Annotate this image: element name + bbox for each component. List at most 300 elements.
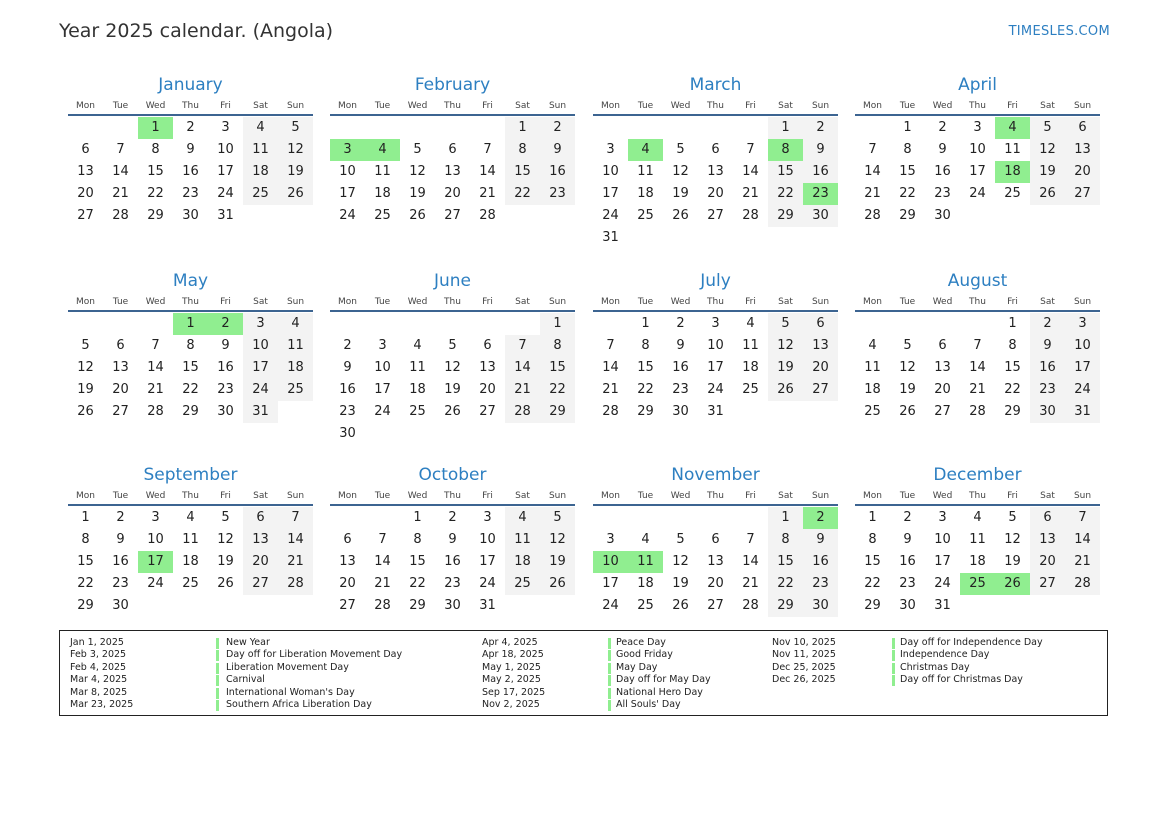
day-cell: 18 [278, 357, 313, 379]
day-cell: 1 [1008, 316, 1017, 331]
weekday-label: Mon [338, 297, 357, 307]
weekday-label: Mon [76, 297, 95, 307]
month-name: May [172, 271, 209, 291]
day-cell: 18 [505, 551, 540, 573]
day-cell: 13 [112, 360, 129, 375]
day-cell: 16 [112, 554, 129, 569]
day-cell: 22 [637, 382, 654, 397]
weekday-label: Mon [76, 491, 95, 501]
holiday-day-cell: 17 [138, 551, 173, 573]
weekday-label: Sat [253, 491, 268, 501]
holiday-name: Day off for May Day [616, 674, 711, 686]
day-grid [330, 507, 575, 617]
day-cell: 21 [864, 186, 881, 201]
empty-cell [698, 117, 733, 139]
day-cell: 8 [413, 532, 422, 547]
weekday-label: Wed [932, 101, 953, 111]
day-cell: 17 [374, 382, 391, 397]
day-cell: 5 [540, 507, 575, 529]
day-cell: 6 [1030, 507, 1065, 529]
day-cell: 8 [641, 338, 650, 353]
holiday-name: Liberation Movement Day [226, 661, 349, 673]
holiday-marker [608, 650, 611, 661]
day-cell: 21 [969, 382, 986, 397]
day-cell: 23 [1030, 379, 1065, 401]
day-cell: 20 [707, 186, 724, 201]
site-link[interactable]: TIMESLES.COM [1008, 24, 1110, 39]
day-cell: 5 [448, 338, 457, 353]
day-cell: 2 [938, 120, 947, 135]
day-cell: 6 [448, 142, 457, 157]
holiday-marker [608, 675, 611, 686]
weekday-header [68, 98, 313, 116]
day-cell: 4 [243, 117, 278, 139]
empty-cell [435, 313, 470, 335]
day-cell: 14 [602, 360, 619, 375]
weekday-label: Tue [112, 491, 129, 501]
day-cell: 13 [444, 164, 461, 179]
weekday-label: Fri [745, 491, 756, 501]
month-july [593, 270, 838, 423]
day-cell: 27 [707, 208, 724, 223]
month-september [68, 464, 313, 617]
day-cell: 19 [1004, 554, 1021, 569]
weekday-label: Sun [548, 101, 567, 111]
holiday-day-cell: 10 [593, 551, 628, 573]
weekday-label: Tue [112, 101, 129, 111]
day-cell: 20 [112, 382, 129, 397]
day-cell: 13 [77, 164, 94, 179]
empty-cell [890, 313, 925, 335]
day-cell: 23 [339, 404, 356, 419]
empty-cell [68, 313, 103, 335]
day-cell: 3 [606, 142, 615, 157]
day-cell: 12 [444, 360, 461, 375]
day-cell: 28 [374, 598, 391, 613]
empty-cell [733, 507, 768, 529]
day-cell: 11 [969, 532, 986, 547]
day-cell: 10 [374, 360, 391, 375]
weekday-label: Mon [601, 491, 620, 501]
day-cell: 7 [606, 338, 615, 353]
holiday-marker [216, 663, 219, 674]
day-cell: 17 [934, 554, 951, 569]
day-cell: 19 [540, 551, 575, 573]
weekday-label: Sun [286, 491, 305, 501]
weekday-label: Wed [932, 297, 953, 307]
day-cell: 25 [182, 576, 199, 591]
day-cell: 12 [768, 335, 803, 357]
day-cell: 7 [868, 142, 877, 157]
day-cell: 29 [768, 595, 803, 617]
day-cell: 28 [479, 208, 496, 223]
day-cell: 26 [672, 208, 689, 223]
weekday-label: Thu [444, 101, 461, 111]
day-cell: 31 [1065, 401, 1100, 423]
day-cell: 24 [479, 576, 496, 591]
holiday-name: Independence Day [900, 649, 990, 661]
weekday-label: Sun [811, 491, 830, 501]
weekday-label: Fri [745, 297, 756, 307]
weekday-label: Tue [637, 491, 654, 501]
day-cell: 4 [413, 338, 422, 353]
day-cell: 4 [868, 338, 877, 353]
day-cell: 12 [1030, 139, 1065, 161]
weekday-label: Fri [220, 297, 231, 307]
day-cell: 13 [1065, 139, 1100, 161]
month-name: August [947, 271, 1008, 291]
weekday-label: Sat [1040, 101, 1055, 111]
day-cell: 12 [1004, 532, 1021, 547]
day-cell: 9 [448, 532, 457, 547]
day-cell: 30 [672, 404, 689, 419]
day-cell: 21 [479, 186, 496, 201]
day-cell: 14 [505, 357, 540, 379]
day-cell: 22 [899, 186, 916, 201]
day-cell: 27 [1030, 573, 1065, 595]
day-cell: 2 [116, 510, 125, 525]
weekday-label: Tue [899, 297, 916, 307]
day-cell: 22 [768, 183, 803, 205]
day-cell: 13 [479, 360, 496, 375]
day-cell: 4 [973, 510, 982, 525]
weekday-header [330, 98, 575, 116]
holiday-entry [482, 687, 846, 699]
day-cell: 10 [217, 142, 234, 157]
day-cell: 15 [637, 360, 654, 375]
day-cell: 26 [899, 404, 916, 419]
day-cell: 26 [278, 183, 313, 205]
day-cell: 2 [186, 120, 195, 135]
weekday-label: Mon [338, 491, 357, 501]
day-grid [593, 313, 838, 423]
holiday-marker [216, 688, 219, 699]
day-cell: 1 [540, 313, 575, 335]
weekday-label: Thu [969, 491, 986, 501]
day-cell: 1 [81, 510, 90, 525]
day-cell: 19 [444, 382, 461, 397]
day-cell: 17 [969, 164, 986, 179]
weekday-label: Sun [811, 101, 830, 111]
empty-cell [593, 117, 628, 139]
day-cell: 20 [479, 382, 496, 397]
empty-cell [68, 117, 103, 139]
empty-cell [365, 117, 400, 139]
month-june [330, 270, 575, 445]
day-cell: 2 [540, 117, 575, 139]
day-cell: 20 [1030, 551, 1065, 573]
holiday-marker [892, 663, 895, 674]
weekday-label: Sat [778, 101, 793, 111]
holiday-name: Day off for Christmas Day [900, 674, 1023, 686]
day-cell: 23 [803, 573, 838, 595]
day-cell: 30 [182, 208, 199, 223]
day-cell: 27 [112, 404, 129, 419]
day-cell: 9 [116, 532, 125, 547]
holiday-entry [772, 649, 1130, 661]
empty-cell [733, 117, 768, 139]
day-cell: 20 [1065, 161, 1100, 183]
day-cell: 23 [217, 382, 234, 397]
weekday-header [68, 488, 313, 506]
day-cell: 14 [969, 360, 986, 375]
day-cell: 11 [374, 164, 391, 179]
day-cell: 14 [742, 554, 759, 569]
weekday-label: Tue [374, 101, 391, 111]
day-cell: 30 [339, 426, 356, 441]
day-cell: 16 [444, 554, 461, 569]
day-cell: 30 [1030, 401, 1065, 423]
day-cell: 19 [278, 161, 313, 183]
day-cell: 26 [217, 576, 234, 591]
day-cell: 16 [934, 164, 951, 179]
holiday-day-cell: 25 [960, 573, 995, 595]
day-cell: 5 [1030, 117, 1065, 139]
weekday-label: Tue [637, 297, 654, 307]
day-cell: 29 [77, 598, 94, 613]
day-cell: 3 [1065, 313, 1100, 335]
holiday-date: Apr 4, 2025 [482, 637, 538, 648]
day-cell: 9 [186, 142, 195, 157]
day-cell: 2 [903, 510, 912, 525]
weekday-label: Fri [745, 101, 756, 111]
holiday-date: Feb 4, 2025 [70, 661, 127, 673]
day-cell: 19 [899, 382, 916, 397]
weekday-label: Wed [407, 491, 428, 501]
day-cell: 9 [938, 142, 947, 157]
day-cell: 21 [147, 382, 164, 397]
weekday-label: Sat [253, 101, 268, 111]
weekday-header [855, 98, 1100, 116]
day-cell: 9 [540, 139, 575, 161]
month-name: December [933, 465, 1022, 485]
day-cell: 25 [1004, 186, 1021, 201]
day-cell: 17 [602, 576, 619, 591]
day-cell: 4 [505, 507, 540, 529]
holiday-marker [892, 638, 895, 649]
empty-cell [925, 313, 960, 335]
empty-cell [960, 313, 995, 335]
day-cell: 13 [707, 554, 724, 569]
holiday-name: Day off for Independence Day [900, 637, 1043, 648]
day-cell: 21 [278, 551, 313, 573]
day-cell: 10 [969, 142, 986, 157]
day-cell: 16 [899, 554, 916, 569]
holiday-entry [70, 687, 456, 699]
day-cell: 25 [637, 208, 654, 223]
day-cell: 7 [378, 532, 387, 547]
day-cell: 6 [483, 338, 492, 353]
day-cell: 26 [540, 573, 575, 595]
day-cell: 13 [803, 335, 838, 357]
day-cell: 22 [409, 576, 426, 591]
holiday-name: All Souls' Day [616, 698, 681, 710]
day-cell: 8 [868, 532, 877, 547]
day-cell: 20 [243, 551, 278, 573]
day-cell: 23 [540, 183, 575, 205]
day-cell: 10 [707, 338, 724, 353]
day-cell: 5 [81, 338, 90, 353]
holiday-date: Mar 4, 2025 [70, 674, 128, 686]
day-cell: 28 [1065, 573, 1100, 595]
day-cell: 6 [711, 142, 720, 157]
day-cell: 19 [217, 554, 234, 569]
day-cell: 21 [374, 576, 391, 591]
day-cell: 8 [151, 142, 160, 157]
weekday-label: Wed [407, 297, 428, 307]
weekday-label: Sun [286, 101, 305, 111]
day-cell: 28 [505, 401, 540, 423]
day-cell: 18 [182, 554, 199, 569]
day-cell: 5 [676, 532, 685, 547]
weekday-label: Sun [548, 491, 567, 501]
day-cell: 16 [540, 161, 575, 183]
holiday-marker [892, 650, 895, 661]
day-cell: 6 [803, 313, 838, 335]
holiday-entry [70, 662, 456, 674]
month-name: July [700, 271, 731, 291]
holiday-name: Christmas Day [900, 661, 970, 673]
month-december [855, 464, 1100, 617]
holiday-column [70, 637, 456, 711]
empty-cell [365, 313, 400, 335]
day-cell: 27 [803, 379, 838, 401]
weekday-label: Wed [145, 491, 166, 501]
day-cell: 2 [1030, 313, 1065, 335]
day-cell: 31 [707, 404, 724, 419]
day-cell: 29 [637, 404, 654, 419]
day-grid [593, 507, 838, 617]
day-cell: 3 [711, 316, 720, 331]
day-cell: 17 [1065, 357, 1100, 379]
day-cell: 30 [444, 598, 461, 613]
day-cell: 6 [81, 142, 90, 157]
holiday-day-cell: 3 [330, 139, 365, 161]
day-cell: 27 [479, 404, 496, 419]
day-cell: 29 [899, 208, 916, 223]
day-cell: 26 [672, 598, 689, 613]
weekday-label: Fri [482, 297, 493, 307]
day-cell: 19 [768, 357, 803, 379]
weekday-label: Tue [899, 491, 916, 501]
holiday-date: Feb 3, 2025 [70, 649, 127, 661]
day-cell: 7 [746, 142, 755, 157]
empty-cell [505, 313, 540, 335]
holiday-entry [70, 637, 456, 649]
day-cell: 5 [768, 313, 803, 335]
day-cell: 4 [746, 316, 755, 331]
weekday-label: Fri [220, 491, 231, 501]
holiday-marker [216, 638, 219, 649]
day-cell: 2 [676, 316, 685, 331]
day-cell: 31 [217, 208, 234, 223]
holiday-marker [216, 675, 219, 686]
holiday-date: Apr 18, 2025 [482, 649, 544, 661]
weekday-header [855, 488, 1100, 506]
day-cell: 12 [278, 139, 313, 161]
day-grid [68, 507, 313, 617]
day-cell: 15 [540, 357, 575, 379]
holiday-date: Dec 25, 2025 [772, 661, 836, 673]
empty-cell [855, 117, 890, 139]
day-cell: 14 [1065, 529, 1100, 551]
day-cell: 6 [938, 338, 947, 353]
day-grid [330, 313, 575, 445]
holiday-day-cell: 1 [173, 313, 208, 335]
day-cell: 31 [934, 598, 951, 613]
weekday-label: Sat [253, 297, 268, 307]
holiday-date: Mar 8, 2025 [70, 686, 128, 698]
empty-cell [365, 507, 400, 529]
day-cell: 16 [1030, 357, 1065, 379]
holiday-name: Day off for Liberation Movement Day [226, 649, 403, 661]
day-cell: 5 [903, 338, 912, 353]
empty-cell [698, 507, 733, 529]
day-cell: 10 [339, 164, 356, 179]
day-cell: 16 [672, 360, 689, 375]
empty-cell [663, 117, 698, 139]
day-cell: 29 [540, 401, 575, 423]
day-cell: 25 [409, 404, 426, 419]
day-cell: 29 [147, 208, 164, 223]
day-cell: 24 [374, 404, 391, 419]
day-cell: 3 [938, 510, 947, 525]
weekday-label: Mon [601, 101, 620, 111]
day-cell: 26 [77, 404, 94, 419]
day-cell: 16 [182, 164, 199, 179]
holiday-name: International Woman's Day [226, 686, 355, 698]
day-cell: 15 [864, 554, 881, 569]
page-title: Year 2025 calendar. (Angola) [59, 20, 334, 42]
weekday-label: Tue [637, 101, 654, 111]
day-grid [68, 313, 313, 423]
day-cell: 6 [711, 532, 720, 547]
day-cell: 12 [672, 554, 689, 569]
holiday-name: Good Friday [616, 649, 673, 661]
holiday-name: Peace Day [616, 637, 666, 648]
day-cell: 9 [221, 338, 230, 353]
empty-cell [330, 507, 365, 529]
day-cell: 14 [278, 529, 313, 551]
day-cell: 17 [707, 360, 724, 375]
day-cell: 3 [151, 510, 160, 525]
day-cell: 24 [243, 379, 278, 401]
holiday-day-cell: 2 [803, 507, 838, 529]
month-name: October [418, 465, 487, 485]
day-cell: 1 [768, 507, 803, 529]
empty-cell [855, 313, 890, 335]
day-cell: 28 [742, 598, 759, 613]
day-cell: 9 [903, 532, 912, 547]
weekday-label: Thu [182, 297, 199, 307]
weekday-label: Mon [338, 101, 357, 111]
weekday-label: Sun [811, 297, 830, 307]
day-cell: 28 [112, 208, 129, 223]
day-cell: 11 [505, 529, 540, 551]
day-cell: 31 [479, 598, 496, 613]
day-cell: 3 [378, 338, 387, 353]
holiday-day-cell: 4 [628, 139, 663, 161]
empty-cell [628, 117, 663, 139]
day-cell: 20 [803, 357, 838, 379]
day-cell: 15 [505, 161, 540, 183]
empty-cell [628, 507, 663, 529]
holiday-legend [59, 630, 1108, 716]
day-cell: 18 [374, 186, 391, 201]
day-cell: 1 [641, 316, 650, 331]
day-cell: 30 [803, 205, 838, 227]
day-cell: 20 [707, 576, 724, 591]
